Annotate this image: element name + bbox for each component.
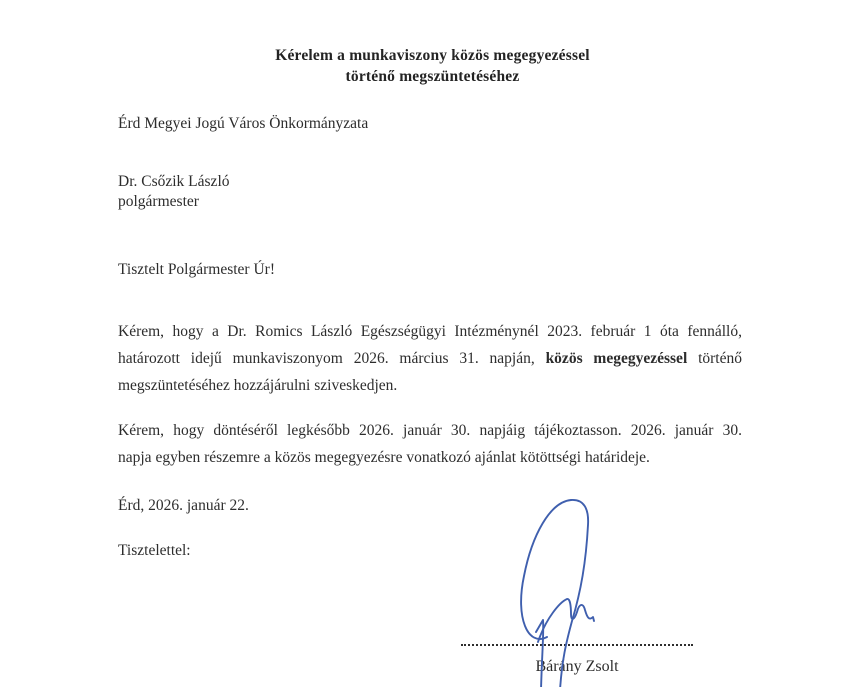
paragraph-1-line-2-post: történő [687,350,742,367]
signatory-name: Bárány Zsolt [535,658,619,675]
recipient-title: polgármester [118,193,199,210]
signature-stroke-loop [521,500,588,687]
paragraph-1-line-3: megszüntetéséhez hozzájárulni sziveskedjen. [118,377,398,394]
recipient-block [118,172,230,212]
salutation: Tisztelt Polgármester Úr! [118,261,275,278]
paragraph-1-line-2 [118,345,742,372]
paragraph-1-line-2-bold: közös megegyezéssel [545,350,688,367]
date-line: Érd, 2026. január 22. [118,497,249,514]
recipient-name: Dr. Csőzik László [118,173,230,190]
paragraph-1-line-1: Kérem, hogy a Dr. Romics László Egészségügyi Intézménynél 2023. február 1 óta fennálló, [118,323,742,340]
paragraph-1-line-2-pre: határozott idejű munkaviszonyom 2026. március 31. napján, [118,350,546,367]
letter-title-line-2: történő megszüntetéséhez [345,68,520,85]
paragraph-2-line-2: napja egyben részemre a közös megegyezésre vonatkozó ajánlat kötöttségi határideje. [118,449,650,466]
letter-title-line-1: Kérelem a munkaviszony közös megegyezéssel [275,47,590,64]
closing: Tisztelettel: [118,542,191,559]
handwritten-signature [500,490,670,687]
recipient-organization: Érd Megyei Jogú Város Önkormányzata [118,115,369,132]
letter-title [0,45,843,87]
signature-stroke-squiggle [538,599,594,642]
paragraph-2 [118,417,742,471]
paragraph-1 [118,318,742,399]
paragraph-2-line-1: Kérem, hogy döntéséről legkésőbb 2026. január 30. napjáig tájékoztasson. 2026. január 30. [118,422,742,439]
